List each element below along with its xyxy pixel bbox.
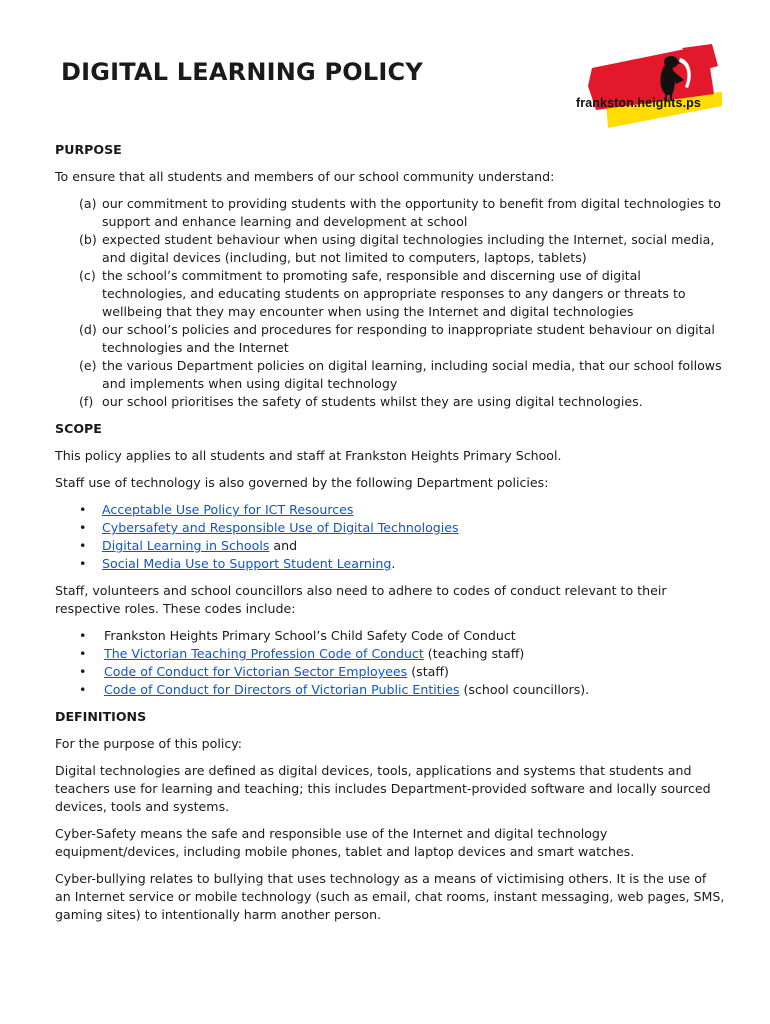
policy-link[interactable]: Acceptable Use Policy for ICT Resources [102,502,354,517]
definitions-paragraph: Digital technologies are defined as digital devices, tools, applications and systems that students and teachers use for learning and teaching; this includes Department-provided software and locally sourced devices, tools and systems. [55,763,711,814]
policy-link[interactable]: Cybersafety and Responsible Use of Digital Technologies [102,520,459,535]
codes-of-conduct-list [55,627,725,699]
list-item: • Code of Conduct for Directors of Victorian Public Entities (school councillors). [79,682,590,697]
list-item: (c) the school’s commitment to promoting safe, responsible and discerning use of digital technologies, and educating students on appropriate responses to any dangers or threats to wellbeing that they may encounter when using the Internet and digital technologies [79,268,686,319]
definitions-paragraph: For the purpose of this policy: [55,736,243,751]
department-policies-list [55,501,725,573]
policy-link[interactable]: Digital Learning in Schools [102,538,270,553]
list-item: (a) our commitment to providing students with the opportunity to benefit from digital technologies to support and enhance learning and development at school [79,196,721,229]
bullet-icon: • [79,520,87,535]
definitions-paragraph: Cyber-Safety means the safe and responsible use of the Internet and digital technology equipment/devices, including mobile phones, tablet and laptop devices and smart watches. [55,826,635,859]
list-item: • Code of Conduct for Victorian Sector Employees (staff) [79,664,449,679]
list-item: • Social Media Use to Support Student Learning. [79,556,396,571]
logo-text: frankston.heights.ps [576,96,701,110]
list-item [55,501,725,519]
list-item [55,519,725,537]
list-item: (f) our school prioritises the safety of students whilst they are using digital technologies. [79,394,643,409]
bullet-icon: • [79,682,87,697]
school-logo [572,40,732,132]
scope-paragraph: Staff, volunteers and school councillors also need to adhere to codes of conduct relevant to their respective roles. These codes include: [55,583,667,616]
bullet-icon: • [79,502,87,517]
list-item: (e) the various Department policies on digital learning, including social media, that our school follows and implements when using digital technology [79,358,722,391]
bullet-icon: • [79,628,87,643]
scope-paragraph: Staff use of technology is also governed by the following Department policies: [55,475,549,490]
scope-paragraph: This policy applies to all students and staff at Frankston Heights Primary School. [55,448,562,463]
bullet-icon: • [79,556,87,571]
definitions-paragraph: Cyber-bullying relates to bullying that uses technology as a means of victimising others. It is the use of an Internet service or mobile technology (such as email, chat rooms, instant messaging, web pages, SMS, gaming sites) to intentionally harm another person. [55,871,725,922]
bullet-icon: • [79,646,87,661]
bullet-icon: • [79,538,87,553]
school-logo-graphic [572,40,732,132]
list-item: (d) our school’s policies and procedures for responding to inappropriate student behaviour on digital technologies and the Internet [79,322,715,355]
definitions-heading: DEFINITIONS [55,709,147,724]
scope-heading: SCOPE [55,421,102,436]
list-item: • The Victorian Teaching Profession Code of Conduct (teaching staff) [79,646,525,661]
code-link[interactable]: Code of Conduct for Victorian Sector Employees [104,664,408,679]
purpose-heading: PURPOSE [55,142,122,157]
list-item: • Frankston Heights Primary School’s Child Safety Code of Conduct [79,628,516,643]
purpose-intro: To ensure that all students and members of our school community understand: [55,169,555,184]
list-item: • Digital Learning in Schools and [79,538,298,553]
list-item: (b) expected student behaviour when using digital technologies including the Internet, social media, and digital devices (including, but not limited to computers, laptops, tablets) [79,232,715,265]
purpose-list [55,195,725,411]
code-link[interactable]: The Victorian Teaching Profession Code of Conduct [104,646,424,661]
code-link[interactable]: Code of Conduct for Directors of Victorian Public Entities [104,682,460,697]
bullet-icon: • [79,664,87,679]
policy-link[interactable]: Social Media Use to Support Student Learning [102,556,392,571]
document-body [55,141,725,933]
page-title: DIGITAL LEARNING POLICY [61,58,423,86]
